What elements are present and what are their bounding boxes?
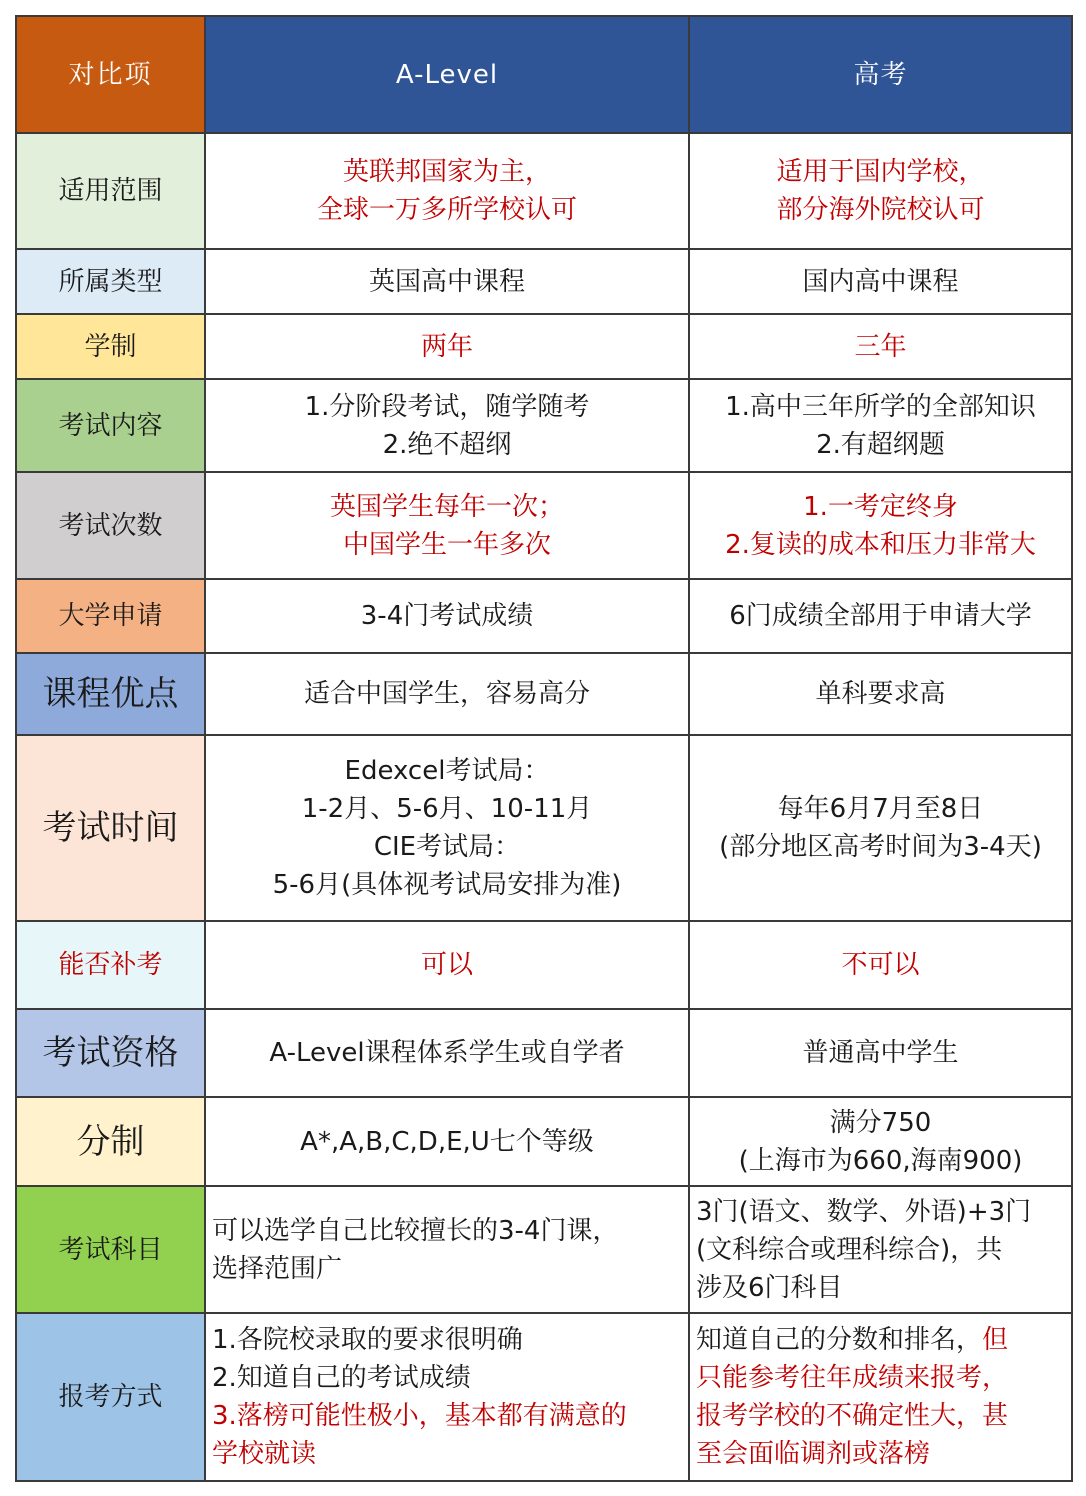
gaokao-line-highlight: 报考学校的不确定性大，甚: [696, 1401, 1009, 1431]
gaokao-line: 2.复读的成本和压力非常大: [725, 529, 1036, 560]
alevel-line: 2.知道自己的考试成绩: [212, 1363, 471, 1393]
header-alevel-cell: A-Level: [205, 16, 689, 133]
header-label-cell: 对比项: [16, 16, 205, 133]
alevel-cell: [205, 1313, 689, 1481]
alevel-line: 2.绝不超纲: [382, 429, 512, 460]
header-gaokao-cell: 高考: [689, 16, 1072, 133]
gaokao-cell: 单科要求高: [689, 653, 1072, 735]
alevel-cell: 英国高中课程: [205, 249, 689, 314]
gaokao-line: 涉及6门科目: [696, 1272, 843, 1303]
gaokao-cell: 国内高中课程: [689, 249, 1072, 314]
alevel-cell: 可以: [205, 921, 689, 1009]
row-content: [16, 379, 1072, 472]
row-application: [16, 579, 1072, 653]
row-label: 课程优点: [16, 653, 205, 735]
gaokao-line: (上海市为660,海南900): [738, 1145, 1023, 1176]
gaokao-text-highlight: 但: [982, 1325, 1009, 1355]
gaokao-text: 知道自己的分数和排名，: [696, 1325, 983, 1355]
row-exam-time: [16, 735, 1072, 921]
alevel-cell: [205, 133, 689, 249]
gaokao-line: (文科综合或理科综合)，共: [696, 1234, 1003, 1265]
comparison-table: [15, 15, 1073, 1482]
alevel-line: 1-2月、5-6月、10-11月: [301, 794, 593, 824]
alevel-line: 英国学生每年一次；: [329, 491, 564, 522]
gaokao-line: 2.有超纲题: [816, 429, 945, 460]
alevel-line: 1.各院校录取的要求很明确: [212, 1325, 523, 1355]
row-type: [16, 249, 1072, 314]
gaokao-cell: 三年: [689, 314, 1072, 379]
row-label: 考试资格: [16, 1009, 205, 1097]
gaokao-line-highlight: 至会面临调剂或落榜: [696, 1439, 931, 1469]
alevel-line: 可以选学自己比较擅长的3-4门课，: [212, 1215, 619, 1246]
row-label: 学制: [16, 314, 205, 379]
gaokao-cell: [689, 133, 1072, 249]
gaokao-cell: [689, 1313, 1072, 1481]
row-label: 能否补考: [16, 921, 205, 1009]
header-row: [16, 16, 1072, 133]
row-label: 大学申请: [16, 579, 205, 653]
row-label: 分制: [16, 1097, 205, 1186]
alevel-line: Edexcel考试局：: [344, 756, 550, 786]
gaokao-cell: [689, 1186, 1072, 1313]
gaokao-cell: 不可以: [689, 921, 1072, 1009]
alevel-cell: 适合中国学生，容易高分: [205, 653, 689, 735]
row-subjects: [16, 1186, 1072, 1313]
gaokao-line: 1.一考定终身: [803, 491, 958, 522]
row-label: 考试科目: [16, 1186, 205, 1313]
alevel-line: 选择范围广: [212, 1253, 343, 1284]
row-label: 适用范围: [16, 133, 205, 249]
gaokao-line: (部分地区高考时间为3-4天): [719, 832, 1042, 862]
gaokao-cell: [689, 735, 1072, 921]
alevel-cell: [205, 379, 689, 472]
gaokao-line: 3门(语文、数学、外语)+3门: [696, 1196, 1032, 1227]
alevel-line-highlight: 3.落榜可能性极小，基本都有满意的: [212, 1401, 627, 1431]
row-duration: [16, 314, 1072, 379]
gaokao-cell: [689, 472, 1072, 579]
alevel-line: 英联邦国家为主，: [342, 157, 551, 187]
gaokao-line-first: [696, 1321, 1065, 1359]
gaokao-line: 每年6月7月至8日: [777, 794, 984, 824]
alevel-cell: A-Level课程体系学生或自学者: [205, 1009, 689, 1097]
row-attempts: [16, 472, 1072, 579]
row-admission-method: [16, 1313, 1072, 1481]
row-label: 考试时间: [16, 735, 205, 921]
row-scope: [16, 133, 1072, 249]
alevel-cell: 3-4门考试成绩: [205, 579, 689, 653]
alevel-line: 中国学生一年多次: [342, 529, 551, 560]
gaokao-line: 适用于国内学校，: [776, 157, 985, 187]
alevel-line: 5-6月(具体视考试局安排为准): [272, 870, 622, 900]
alevel-line: 全球一万多所学校认可: [316, 195, 577, 225]
alevel-line: CIE考试局：: [373, 832, 521, 862]
gaokao-cell: [689, 1097, 1072, 1186]
row-eligibility: [16, 1009, 1072, 1097]
alevel-cell: A*,A,B,C,D,E,U七个等级: [205, 1097, 689, 1186]
alevel-cell: [205, 735, 689, 921]
row-grading: [16, 1097, 1072, 1186]
gaokao-cell: [689, 379, 1072, 472]
row-label: 考试内容: [16, 379, 205, 472]
alevel-cell: [205, 472, 689, 579]
row-label: 考试次数: [16, 472, 205, 579]
row-label: 报考方式: [16, 1313, 205, 1481]
row-retake: [16, 921, 1072, 1009]
gaokao-line: 满分750: [829, 1107, 932, 1138]
gaokao-line: 部分海外院校认可: [776, 195, 985, 225]
alevel-cell: [205, 1186, 689, 1313]
alevel-line: 1.分阶段考试，随学随考: [304, 391, 590, 422]
alevel-line-highlight: 学校就读: [212, 1439, 317, 1469]
row-advantages: [16, 653, 1072, 735]
alevel-cell: 两年: [205, 314, 689, 379]
gaokao-cell: 普通高中学生: [689, 1009, 1072, 1097]
gaokao-line-highlight: 只能参考往年成绩来报考，: [696, 1363, 1009, 1393]
gaokao-line: 1.高中三年所学的全部知识: [725, 391, 1036, 422]
gaokao-cell: 6门成绩全部用于申请大学: [689, 579, 1072, 653]
row-label: 所属类型: [16, 249, 205, 314]
